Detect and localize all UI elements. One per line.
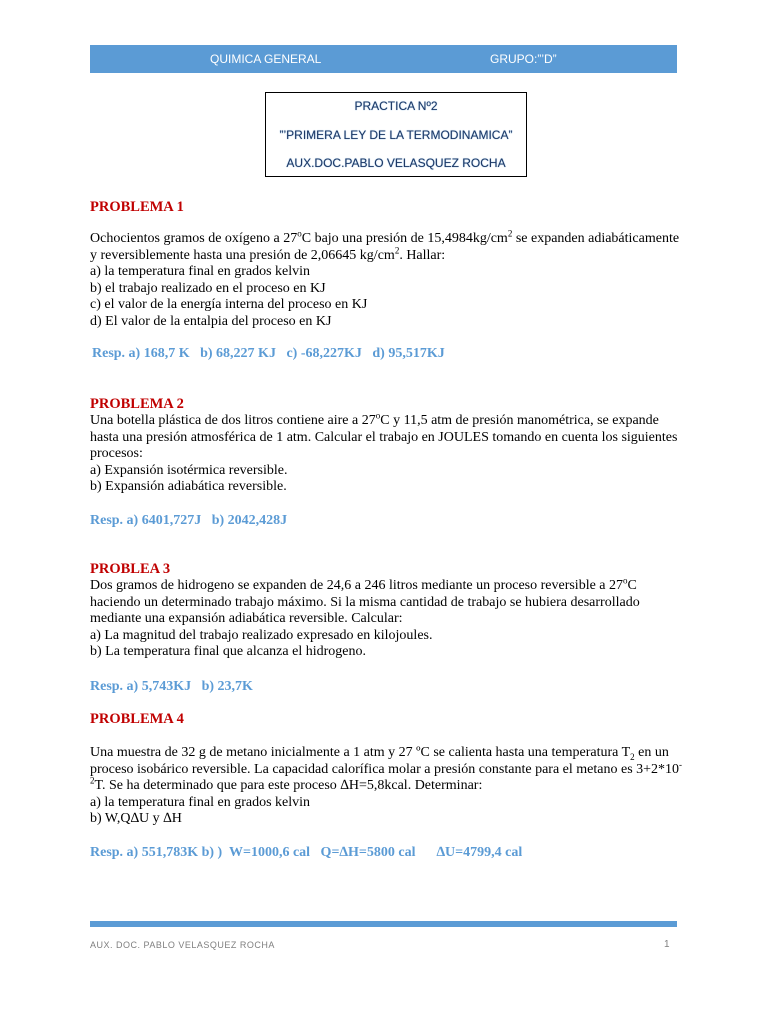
problem-3-item-a: a) La magnitud del trabajo realizado expresado en kilojoules.	[90, 627, 433, 643]
problem-3-text: Dos gramos de hidrogeno se expanden de 24,6 a 246 litros mediante un proceso reversible a 27$^o$C haciendo un determinado trabajo máximo. Si la misma cantidad de trabajo se hubiera desarrollado mediante una expansión adiabática reversible. Calcular: a) La magnitud del trabajo realizado expresado en kilojoules. b) La temperatura final que alcanza el hidrogeno.	[90, 578, 680, 661]
problem-1-item-b: b) el trabajo realizado en el proceso en KJ	[90, 280, 326, 296]
problem-2-heading: PROBLEMA 2	[90, 396, 184, 412]
problem-3-item-b: b) La temperatura final que alcanza el hidrogeno.	[90, 644, 366, 659]
problem-4-item-a: a) la temperatura final en grados kelvin	[90, 794, 311, 810]
practice-number: PRACTICA Nº2	[354, 99, 438, 113]
group-label: GRUPO:”’D”	[490, 52, 557, 66]
course-title: QUIMICA GENERAL	[210, 52, 322, 66]
footer-author: AUX. DOC. PABLO VELASQUEZ ROCHA	[90, 940, 275, 950]
header-bar	[90, 45, 677, 73]
problem-4-answer: Resp. a) 551,783K b) ) W=1000,6 cal Q=∆H=5800 cal ∆U=4799,4 cal	[90, 845, 523, 860]
practice-author: AUX.DOC.PABLO VELASQUEZ ROCHA	[286, 156, 506, 170]
problem-2-text: Una botella plástica de dos litros contiene aire a 27$^o$C y 11,5 atm de presión manométrica, se expande hasta una presión atmosférica de 1 atm. Calcular el trabajo en JOULES tomando en cuenta los siguientes procesos: a) Expansión isotérmica reversible. b) Expansión adiabática reversible.	[90, 413, 680, 496]
problem-1-item-c: c) el valor de la energía interna del proceso en KJ	[90, 297, 368, 312]
problem-2-item-a: a) Expansión isotérmica reversible.	[90, 462, 288, 478]
page-number: 1	[664, 939, 670, 950]
practice-topic: ”’PRIMERA LEY DE LA TERMODINAMICA”	[279, 128, 513, 142]
problem-2-answer: Resp. a) 6401,727J b) 2042,428J	[90, 513, 288, 528]
problem-1-heading: PROBLEMA 1	[90, 199, 184, 215]
problem-2-item-b: b) Expansión adiabática reversible.	[90, 479, 287, 494]
problem-3-heading: PROBLEA 3	[90, 561, 171, 577]
problem-1-item-d: d) El valor de la entalpia del proceso en KJ	[90, 313, 332, 329]
footer-bar	[90, 921, 677, 927]
problem-4-text: Una muestra de 32 g de metano inicialmente a 1 atm y 27 ºC se calienta hasta una temperatura $T_2$ en un proceso isobárico reversible. La capacidad calorífica molar a presión constante para el metano es 3+2*10- $^2$T. Se ha determinado que para este proceso ∆H=5,8kcal. Determinar: a) la temperatura final en grados kelvin b) W,Q∆U y ∆H	[90, 745, 683, 826]
problem-4-item-b: b) W,Q∆U y ∆H	[90, 811, 182, 826]
problem-1-item-a: a) la temperatura final en grados kelvin	[90, 264, 311, 279]
problem-1-answer: Resp. a) 168,7 K b) 68,227 KJ c) -68,227KJ d) 95,517KJ	[92, 346, 445, 361]
problem-3-answer: Resp. a) 5,743KJ b) 23,7K	[90, 679, 253, 694]
problem-4-heading: PROBLEMA 4	[90, 711, 184, 727]
problem-1-text: Ochocientos gramos de oxígeno a 27$^o$C bajo una presión de $15,4984kg/cm^2$ se expanden adiabáticamente y reversiblemente hasta una presión de 2,06645 $kg/cm^2$. Hallar: a) la temperatura final en grados kelvin b) el trabajo realizado en el proceso en KJ c) el valor de la energía interna del proceso en KJ d) El valor de la entalpia del proceso en KJ	[90, 228, 680, 329]
title-box	[265, 92, 527, 177]
